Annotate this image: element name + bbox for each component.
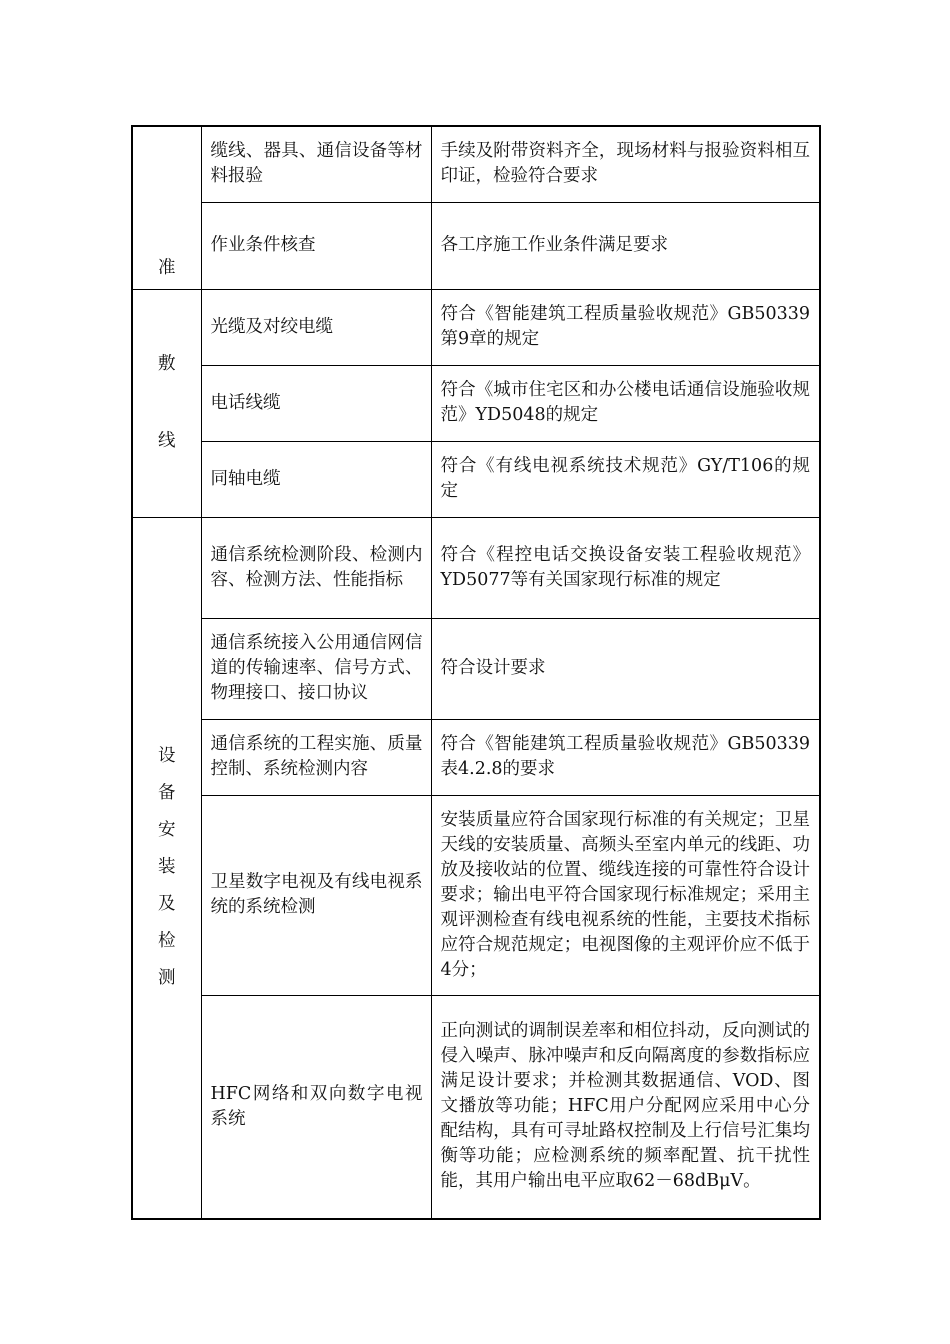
- requirement-cell: 符合《智能建筑工程质量验收规范》GB50339第9章的规定: [431, 289, 820, 365]
- table-row: [132, 441, 820, 517]
- item-cell: 缆线、器具、通信设备等材料报验: [201, 126, 431, 202]
- item-cell: 卫星数字电视及有线电视系统的系统检测: [201, 795, 431, 995]
- category-cell: [132, 126, 201, 289]
- table-row: [132, 365, 820, 441]
- table-row: [132, 126, 820, 202]
- requirement-cell: 各工序施工作业条件满足要求: [431, 202, 820, 289]
- item-cell: 作业条件核查: [201, 202, 431, 289]
- table-row: [132, 289, 820, 365]
- requirement-cell: 符合设计要求: [431, 618, 820, 719]
- table-row: [132, 618, 820, 719]
- item-cell: 电话线缆: [201, 365, 431, 441]
- table-row: [132, 795, 820, 995]
- item-cell: 通信系统接入公用通信网信道的传输速率、信号方式、物理接口、接口协议: [201, 618, 431, 719]
- category-label: 敷线: [158, 354, 176, 451]
- table-row: [132, 202, 820, 289]
- item-cell: 同轴电缆: [201, 441, 431, 517]
- requirement-cell: 符合《城市住宅区和办公楼电话通信设施验收规范》YD5048的规定: [431, 365, 820, 441]
- table-row: [132, 719, 820, 795]
- requirement-cell: 安装质量应符合国家现行标准的有关规定；卫星天线的安装质量、高频头至室内单元的线距、功放及接收站的位置、缆线连接的可靠性符合设计要求；输出电平符合国家现行标准规定；采用主观评测检查有线电视系统的性能，主要技术指标应符合规范规定；电视图像的主观评价应不低于4分；: [431, 795, 820, 995]
- category-cell: [132, 289, 201, 517]
- requirement-cell: 手续及附带资料齐全，现场材料与报验资料相互印证，检验符合要求: [431, 126, 820, 202]
- item-cell: 通信系统的工程实施、质量控制、系统检测内容: [201, 719, 431, 795]
- item-cell: 通信系统检测阶段、检测内容、检测方法、性能指标: [201, 517, 431, 618]
- category-label: 设备安装及检测: [158, 746, 176, 989]
- requirement-cell: 符合《有线电视系统技术规范》GY/T106的规定: [431, 441, 820, 517]
- item-cell: HFC网络和双向数字电视系统: [201, 995, 431, 1219]
- table-row: [132, 995, 820, 1219]
- table-row: [132, 517, 820, 618]
- item-cell: 光缆及对绞电缆: [201, 289, 431, 365]
- requirement-cell: 符合《智能建筑工程质量验收规范》GB50339表4.2.8的要求: [431, 719, 820, 795]
- inspection-table: [131, 125, 821, 1220]
- requirement-cell: 正向测试的调制误差率和相位抖动，反向测试的侵入噪声、脉冲噪声和反向隔离度的参数指标应满足设计要求；并检测其数据通信、VOD、图文播放等功能；HFC用户分配网应采用中心分配结构，具有可寻址路权控制及上行信号汇集均衡等功能；应检测系统的频率配置、抗干扰性能，其用户输出电平应取62－68dBμV。: [431, 995, 820, 1219]
- requirement-cell: 符合《程控电话交换设备安装工程验收规范》YD5077等有关国家现行标准的规定: [431, 517, 820, 618]
- category-label: 准: [158, 257, 176, 278]
- category-cell: [132, 517, 201, 1219]
